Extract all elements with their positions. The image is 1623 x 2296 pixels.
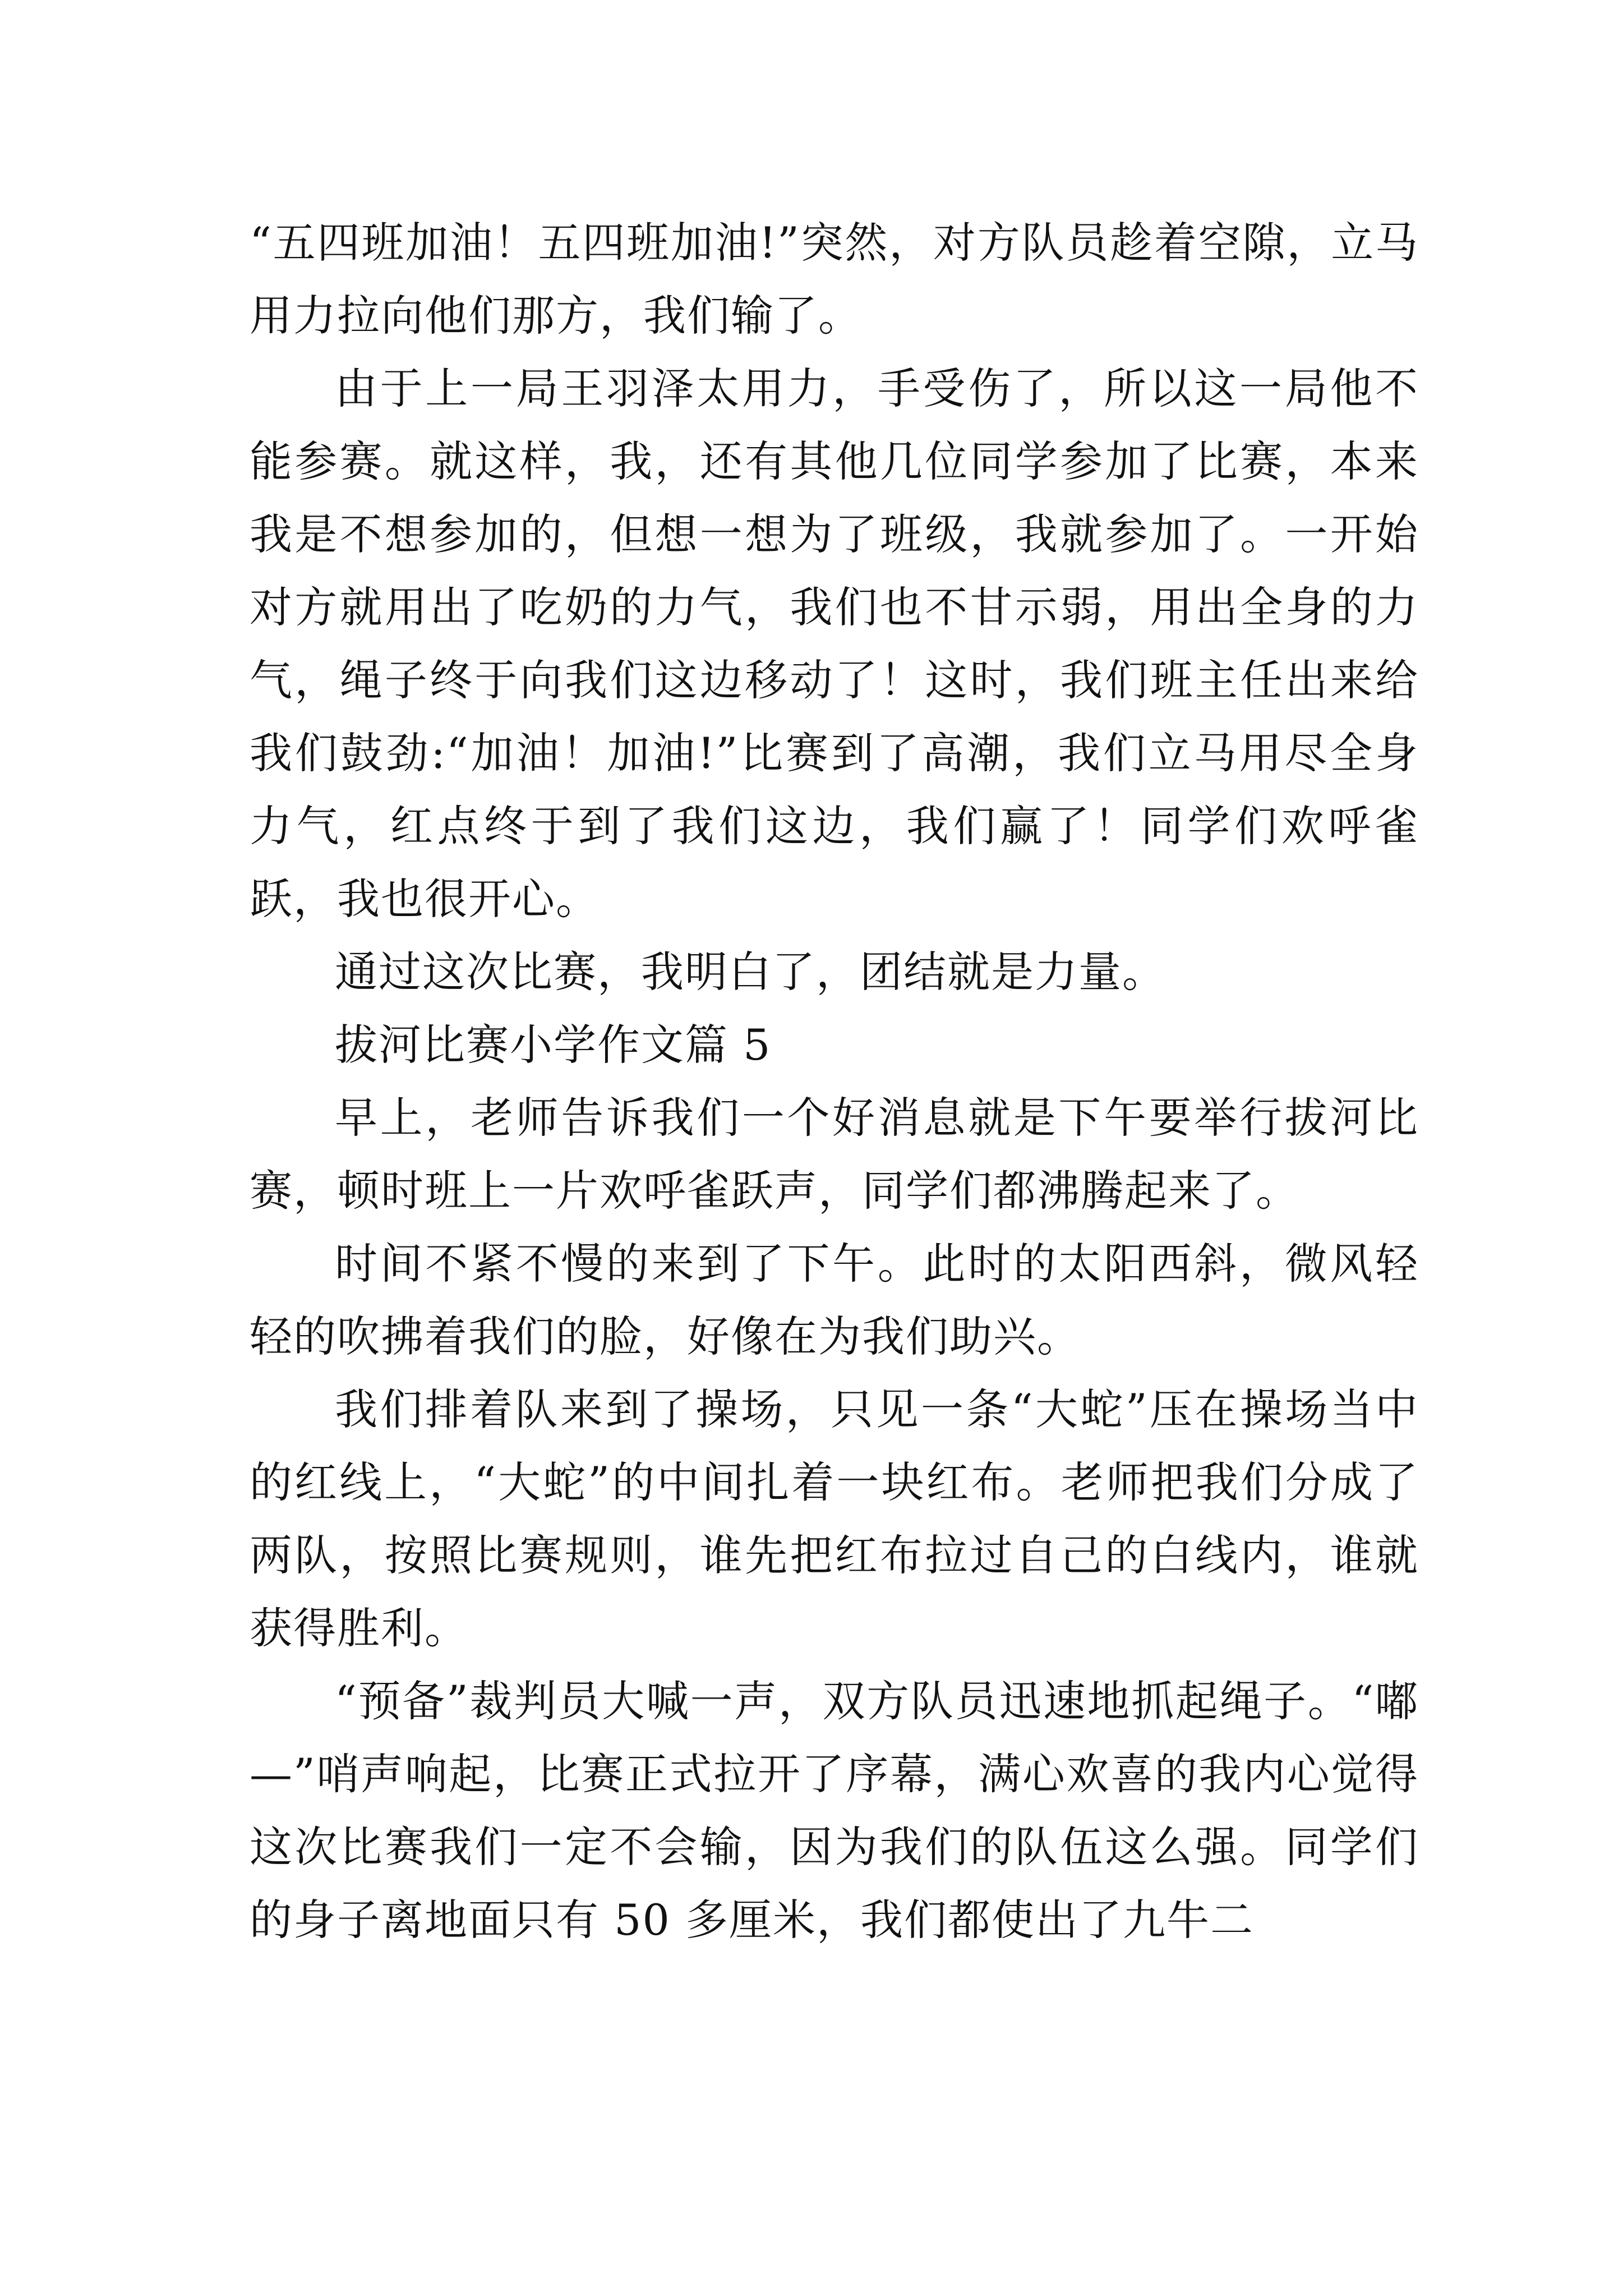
document-body xyxy=(250,206,1419,1957)
paragraph: 早上，老师告诉我们一个好消息就是下午要举行拔河比赛，顿时班上一片欢呼雀跃声，同学们都沸腾起来了。 xyxy=(250,1093,1419,1216)
paragraph: 由于上一局王羽泽太用力，手受伤了，所以这一局他不能参赛。就这样，我，还有其他几位同学参加了比赛，本来我是不想参加的，但想一想为了班级，我就参加了。一开始对方就用出了吃奶的力气，我们也不甘示弱，用出全身的力气，绳子终于向我们这边移动了！这时，我们班主任出来给我们鼓劲:“加油！加油!”比赛到了高潮，我们立马用尽全身力气，红点终于到了我们这边，我们赢了！同学们欢呼雀跃，我也很开心。 xyxy=(250,364,1419,924)
paragraph: 时间不紧不慢的来到了下午。此时的太阳西斜，微风轻轻的吹拂着我们的脸，好像在为我们助兴。 xyxy=(250,1239,1419,1361)
paragraph: 我们排着队来到了操场，只见一条“大蛇”压在操场当中的红线上，“大蛇”的中间扎着一块红布。老师把我们分成了两队，按照比赛规则，谁先把红布拉过自己的白线内，谁就获得胜利。 xyxy=(250,1384,1419,1653)
section-heading: 拔河比赛小学作文篇 5 xyxy=(335,1020,772,1070)
paragraph: “五四班加油！五四班加油!”突然，对方队员趁着空隙，立马用力拉向他们那方，我们输了。 xyxy=(250,218,1419,341)
paragraph: “预备”裁判员大喊一声，双方队员迅速地抓起绳子。“嘟—”哨声响起，比赛正式拉开了序幕，满心欢喜的我内心觉得这次比赛我们一定不会输，因为我们的队伍这么强。同学们的身子离地面只有 50 多厘米，我们都使出了九牛二 xyxy=(250,1676,1419,1945)
paragraph: 通过这次比赛，我明白了，团结就是力量。 xyxy=(335,947,1166,997)
